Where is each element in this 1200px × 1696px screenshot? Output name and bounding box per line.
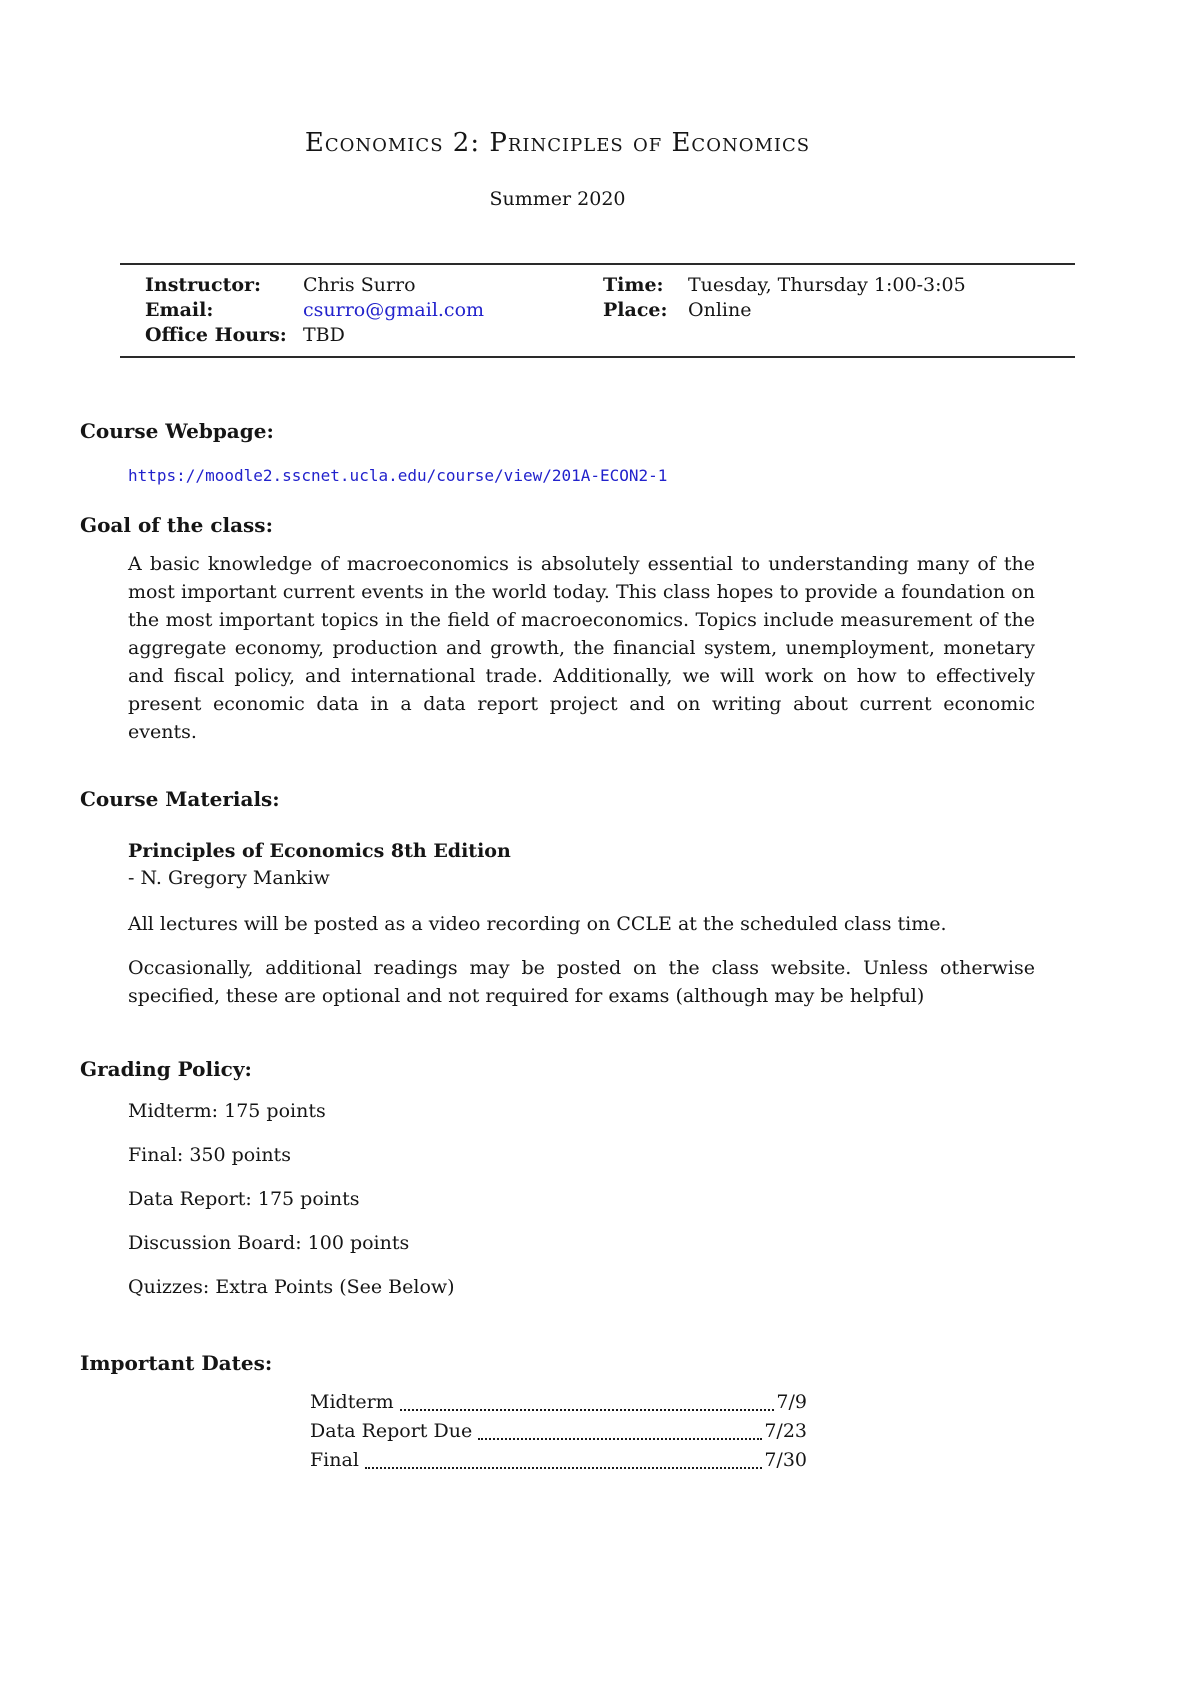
dotted-leader — [478, 1438, 762, 1440]
date-row-data-report — [310, 1417, 807, 1446]
info-table — [120, 263, 1075, 358]
dotted-leader — [400, 1409, 775, 1411]
date-value: 7/30 — [764, 1449, 807, 1471]
date-label: Midterm — [310, 1391, 394, 1413]
grading-item-discussion-board: Discussion Board: 100 points — [128, 1232, 410, 1254]
email-label: Email: — [145, 299, 214, 321]
time-label: Time: — [603, 274, 664, 296]
info-table-grid — [120, 265, 1075, 356]
place-value: Online — [688, 299, 752, 321]
grading-policy-heading: Grading Policy: — [80, 1057, 252, 1081]
grading-item-midterm: Midterm: 175 points — [128, 1100, 326, 1122]
date-label: Final — [310, 1449, 359, 1471]
grading-item-final: Final: 350 points — [128, 1144, 291, 1166]
textbook-block — [128, 838, 1035, 892]
time-value: Tuesday, Thursday 1:00-3:05 — [688, 274, 966, 296]
lectures-note: All lectures will be posted as a video recording on CCLE at the scheduled class time. — [128, 913, 947, 935]
course-webpage-heading: Course Webpage: — [80, 419, 274, 443]
grading-item-data-report: Data Report: 175 points — [128, 1188, 360, 1210]
course-title: Economics 2: Principles of Economics — [304, 128, 811, 158]
course-term: Summer 2020 — [489, 188, 626, 210]
course-materials-heading: Course Materials: — [80, 787, 280, 811]
empty-cell — [603, 323, 688, 348]
info-table-rule-bottom — [120, 356, 1075, 358]
grading-item-quizzes: Quizzes: Extra Points (See Below) — [128, 1276, 455, 1298]
office-hours-value: TBD — [303, 324, 345, 346]
goal-paragraph: A basic knowledge of macroeconomics is absolutely essential to understanding many of the most important current events in the world today. This class hopes to provide a foundation on the most important topics in the field of macroeconomics. Topics include measurement of the aggregate economy, production and growth, the financial system, unemployment, monetary and fiscal policy, and international trade. Additionally, we will work on how to effectively present economic data in a data report project and on writing about current economic events. — [128, 553, 1035, 743]
office-hours-label: Office Hours: — [145, 324, 287, 346]
course-webpage-link[interactable]: https://moodle2.sscnet.ucla.edu/course/view/201A-ECON2-1 — [128, 466, 668, 485]
goal-heading: Goal of the class: — [80, 513, 273, 537]
dotted-leader — [365, 1467, 762, 1469]
textbook-title: Principles of Economics 8th Edition — [128, 840, 511, 862]
empty-cell — [688, 323, 1075, 348]
important-dates-heading: Important Dates: — [80, 1351, 273, 1375]
place-label: Place: — [603, 299, 668, 321]
textbook-author: - N. Gregory Mankiw — [128, 867, 330, 889]
date-label: Data Report Due — [310, 1420, 473, 1442]
email-cell — [303, 298, 603, 323]
important-dates-list — [310, 1388, 807, 1475]
date-value: 7/23 — [764, 1420, 807, 1442]
email-link[interactable]: csurro@gmail.com — [303, 299, 485, 321]
date-value: 7/9 — [776, 1391, 807, 1413]
date-row-midterm — [310, 1388, 807, 1417]
instructor-label: Instructor: — [145, 274, 262, 296]
date-row-final — [310, 1446, 807, 1475]
instructor-value: Chris Surro — [303, 274, 416, 296]
readings-note: Occasionally, additional readings may be posted on the class website. Unless otherwise specified, these are optional and not required for exams (although may be helpful) — [128, 957, 1035, 1007]
course-webpage-line — [128, 464, 1035, 488]
page-content — [80, 0, 1035, 1475]
